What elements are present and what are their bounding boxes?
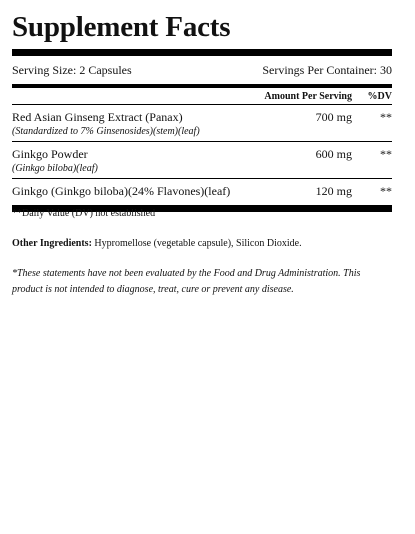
ingredient-row xyxy=(12,142,392,178)
ingredient-row xyxy=(12,179,392,203)
ingredient-amount: 700 mg xyxy=(315,110,352,124)
fda-disclaimer: *These statements have not been evaluated by the Food and Drug Administration. This product is not intended to diagnose, treat, cure or prevent any disease. xyxy=(12,268,361,295)
ingredient-row xyxy=(12,105,392,141)
serving-row xyxy=(12,56,392,84)
ingredient-subtext: (Ginkgo biloba)(leaf) xyxy=(12,163,98,174)
ingredient-amount: 600 mg xyxy=(315,147,352,161)
amount-header: Amount Per Serving xyxy=(264,91,352,102)
ingredient-name: Ginkgo Powder xyxy=(12,147,88,161)
other-ingredients-label: Other Ingredients: xyxy=(12,238,92,249)
serving-size: Serving Size: 2 Capsules xyxy=(12,63,132,77)
other-ingredients-value: Hypromellose (vegetable capsule), Silicon Dioxide. xyxy=(91,238,302,249)
ingredient-amount: 120 mg xyxy=(315,184,352,198)
dv-note: **Daily Value (DV) not established xyxy=(12,208,156,219)
ingredient-name: Ginkgo (Ginkgo biloba)(24% Flavones)(leaf) xyxy=(12,184,231,198)
other-ingredients xyxy=(12,238,392,249)
thick-divider xyxy=(12,49,392,56)
ingredient-dv: ** xyxy=(380,184,392,198)
column-header-row xyxy=(12,88,392,104)
ingredient-dv: ** xyxy=(380,147,392,161)
panel-title: Supplement Facts xyxy=(12,11,231,43)
dv-header: %DV xyxy=(367,91,392,102)
servings-per-container: Servings Per Container: 30 xyxy=(262,63,392,77)
ingredient-dv: ** xyxy=(380,110,392,124)
ingredient-subtext: (Standardized to 7% Ginsenosides)(stem)(leaf) xyxy=(12,126,200,137)
supplement-facts-panel xyxy=(12,0,392,212)
ingredient-name: Red Asian Ginseng Extract (Panax) xyxy=(12,110,183,124)
